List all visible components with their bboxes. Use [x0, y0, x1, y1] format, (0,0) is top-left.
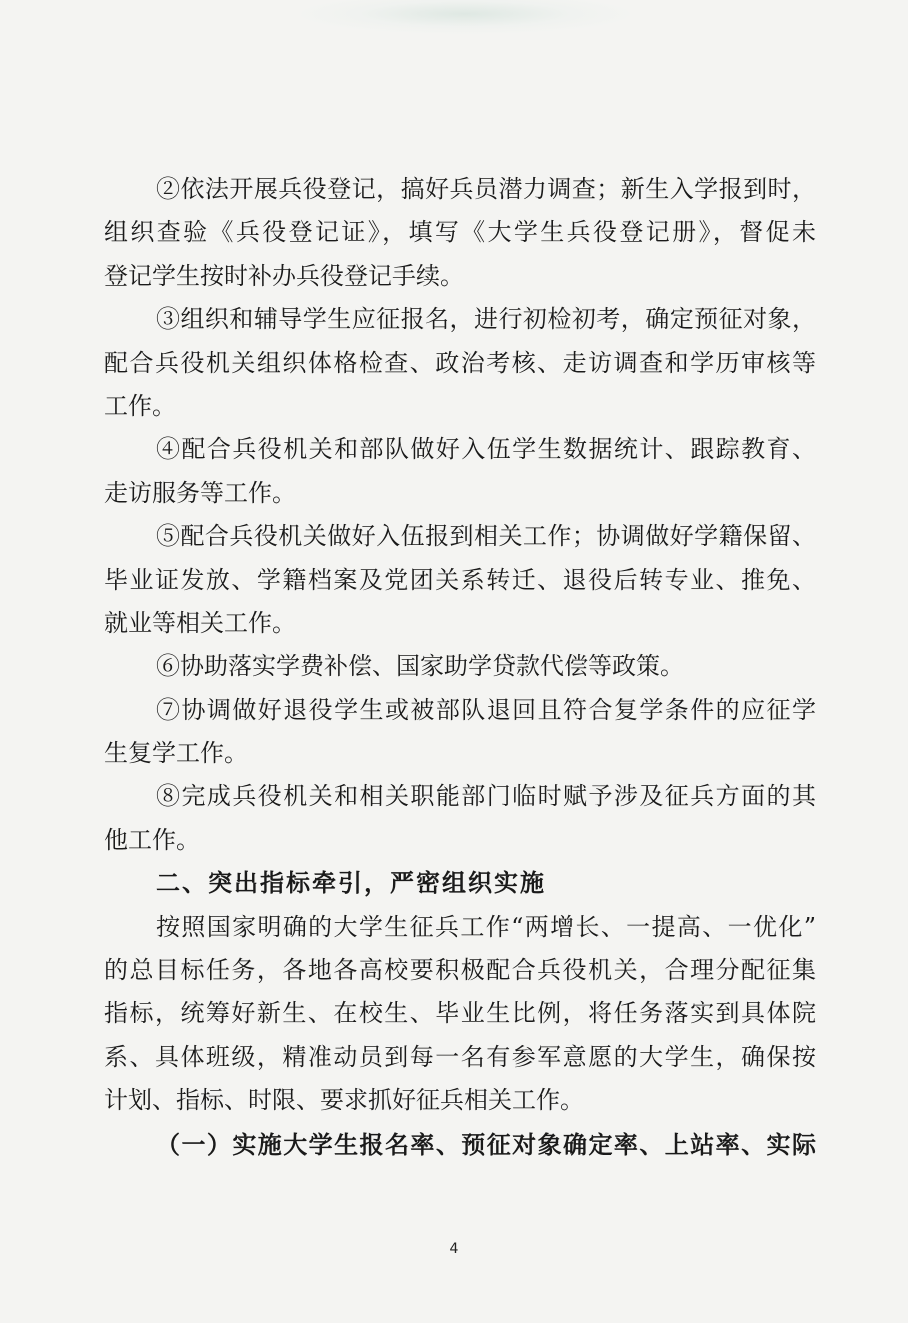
paragraph-line: ⑥协助落实学费补偿、国家助学贷款代偿等政策。 [156, 652, 684, 681]
paragraph-line: ⑤配合兵役机关做好入伍报到相关工作；协调做好学籍保留、 [156, 522, 816, 551]
section-heading: 二、突出指标牵引，严密组织实施 [156, 869, 546, 898]
paragraph-line: 的总目标任务，各地各高校要积极配合兵役机关，合理分配征集 [104, 956, 816, 985]
scan-smudge [300, 0, 630, 34]
paragraph-line: 就业等相关工作。 [104, 608, 296, 637]
page-number: 4 [449, 1241, 459, 1257]
document-body [104, 168, 816, 1166]
subsection-heading: （一）实施大学生报名率、预征对象确定率、上站率、实际 [156, 1129, 816, 1159]
paragraph-line: 走访服务等工作。 [104, 478, 296, 507]
paragraph-line: 配合兵役机关组织体格检查、政治考核、走访调查和学历审核等 [104, 348, 816, 377]
paragraph-line: 指标，统筹好新生、在校生、毕业生比例，将任务落实到具体院 [104, 999, 816, 1028]
paragraph-line: 组织查验《兵役登记证》，填写《大学生兵役登记册》，督促未 [104, 218, 816, 247]
paragraph-line: 计划、指标、时限、要求抓好征兵相关工作。 [104, 1086, 584, 1115]
paragraph-line: ⑦协调做好退役学生或被部队退回且符合复学条件的应征学 [156, 695, 816, 724]
paragraph-line: ②依法开展兵役登记，搞好兵员潜力调查；新生入学报到时， [156, 175, 816, 203]
paragraph-line: 按照国家明确的大学生征兵工作“两增长、一提高、一优化” [156, 912, 816, 941]
paragraph-line: 系、具体班级，精准动员到每一名有参军意愿的大学生，确保按 [104, 1042, 816, 1071]
paragraph-line: ⑧完成兵役机关和相关职能部门临时赋予涉及征兵方面的其 [156, 782, 816, 811]
paragraph-line: 登记学生按时补办兵役登记手续。 [104, 261, 464, 290]
paragraph-line: 生复学工作。 [104, 739, 248, 768]
paragraph-line: 毕业证发放、学籍档案及党团关系转迁、退役后转专业、推免、 [104, 565, 816, 594]
paragraph-line: 工作。 [104, 391, 176, 420]
paragraph-line: ③组织和辅导学生应征报名，进行初检初考，确定预征对象， [156, 305, 816, 334]
paragraph-line: ④配合兵役机关和部队做好入伍学生数据统计、跟踪教育、 [156, 435, 816, 464]
paragraph-line: 他工作。 [104, 825, 200, 854]
